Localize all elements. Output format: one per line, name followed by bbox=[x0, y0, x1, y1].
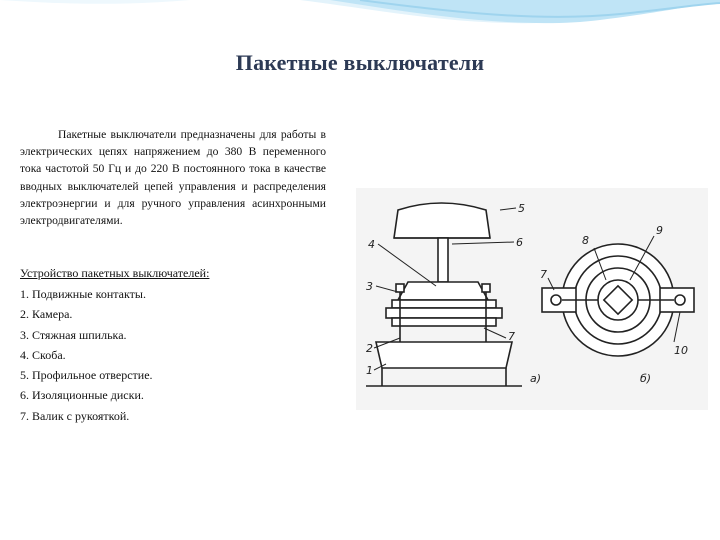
list-heading: Устройство пакетных выключателей: bbox=[20, 266, 210, 280]
caption-a: а) bbox=[530, 372, 542, 385]
label-10: 10 bbox=[674, 344, 688, 357]
label-3: 3 bbox=[366, 280, 373, 293]
label-6: 6 bbox=[516, 236, 523, 249]
list-item: 5. Профильное отверстие. bbox=[20, 368, 153, 383]
label-9: 9 bbox=[656, 224, 663, 237]
label-7b: 7 bbox=[540, 268, 547, 281]
label-1: 1 bbox=[366, 364, 373, 377]
intro-paragraph: Пакетные выключатели предназначены для работы в электрических цепях напряжением до 380 В переменного тока частотой 50 Гц и до 220 В постоянного тока в качестве вводных выключателей цепей управления и распределения электроэнергии и для ручного управления асинхронными электродвигателями. bbox=[20, 128, 326, 228]
list-item: 1. Подвижные контакты. bbox=[20, 287, 146, 301]
label-2: 2 bbox=[366, 342, 373, 355]
list-item: 2. Камера. bbox=[20, 307, 73, 322]
component-list bbox=[20, 286, 153, 428]
label-7: 7 bbox=[508, 330, 515, 343]
list-item: 4. Скоба. bbox=[20, 347, 66, 362]
list-item: 6. Изоляционные диски. bbox=[20, 388, 144, 403]
caption-b: б) bbox=[640, 372, 652, 385]
label-5: 5 bbox=[518, 202, 525, 215]
slide-title: Пакетные выключатели bbox=[235, 50, 485, 75]
label-4: 4 bbox=[368, 238, 375, 251]
list-item: 7. Валик с рукояткой. bbox=[20, 408, 130, 423]
list-item: 3. Стяжная шпилька. bbox=[20, 327, 127, 342]
label-8: 8 bbox=[582, 234, 589, 247]
switch-diagram bbox=[356, 188, 708, 410]
header-wave-decoration bbox=[0, 0, 720, 90]
